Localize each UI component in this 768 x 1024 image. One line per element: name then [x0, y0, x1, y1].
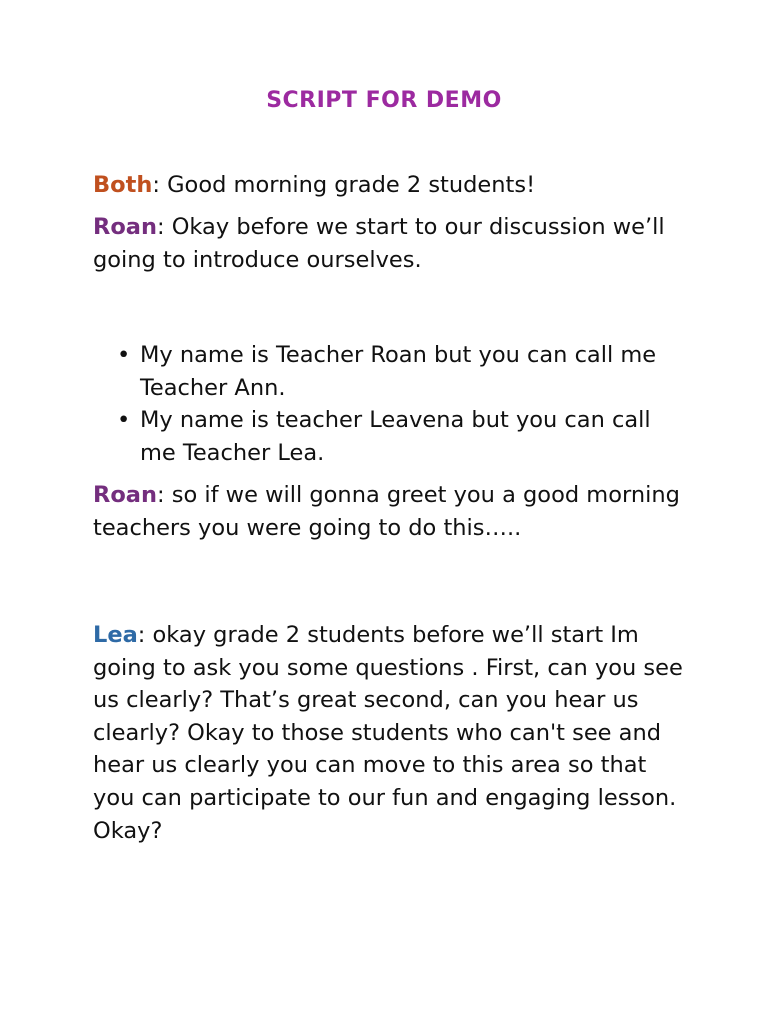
dialogue-line-roan — [93, 479, 693, 544]
list-item — [93, 404, 693, 469]
document-title: SCRIPT FOR DEMO — [266, 88, 502, 113]
speaker-roan: Roan — [93, 482, 157, 508]
dialogue-text: : Good morning grade 2 students! — [152, 172, 536, 198]
list-item — [93, 339, 693, 404]
dialogue-text: : Okay before we start to our discussion we’ll going to introduce ourselves. — [93, 214, 665, 273]
dialogue-line-lea — [93, 619, 693, 847]
speaker-lea: Lea — [93, 622, 138, 648]
list-item-text: My name is teacher Leavena but you can call me Teacher Lea. — [140, 407, 651, 466]
dialogue-line-roan — [93, 211, 693, 276]
bullet-icon: • — [117, 407, 131, 434]
dialogue-text: : okay grade 2 students before we’ll start Im going to ask you some questions . First, can you see us clearly? That’s great second, can you hear us clearly? Okay to those students who can't see and hear us clearly you can move to this area so that you can participate to our fun and engaging lesson. Okay? — [93, 622, 683, 844]
speaker-both: Both — [93, 172, 153, 198]
dialogue-line-both — [93, 169, 693, 202]
speaker-roan: Roan — [93, 214, 157, 240]
bullet-icon: • — [117, 342, 131, 368]
introduction-list — [93, 339, 693, 469]
list-item-text: My name is Teacher Roan but you can call me Teacher Ann. — [140, 342, 657, 401]
dialogue-text: : so if we will gonna greet you a good morning teachers you were going to do this….. — [93, 482, 680, 541]
